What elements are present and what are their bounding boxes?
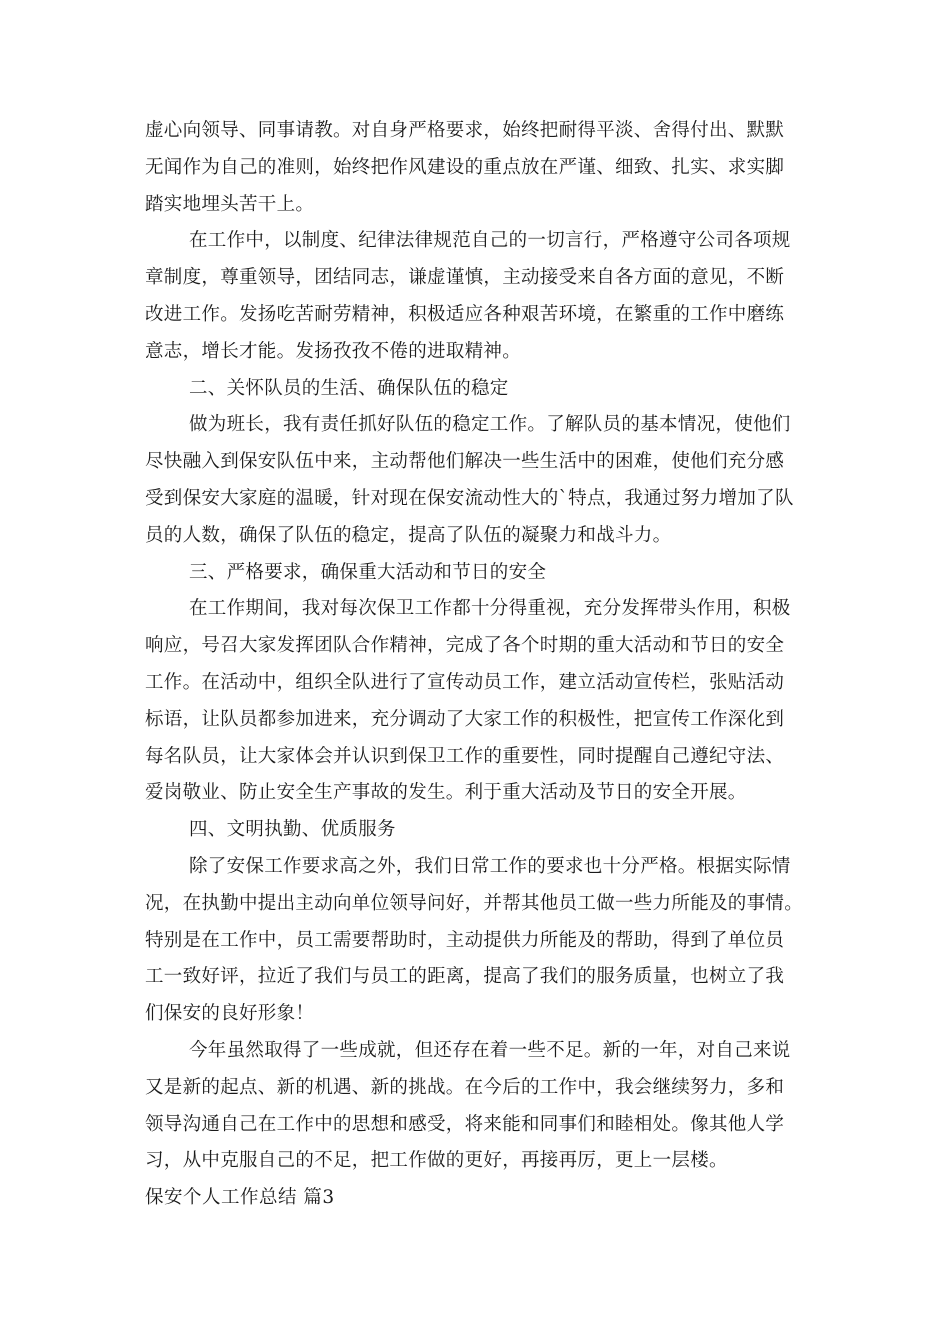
text-line: 况，在执勤中提出主动向单位领导问好，并帮其他员工做一些力所能及的事情。	[145, 892, 804, 914]
text-line: 特别是在工作中，员工需要帮助时，主动提供力所能及的帮助，得到了单位员	[145, 929, 785, 951]
paragraph-start-line: 今年虽然取得了一些成就，但还存在着一些不足。新的一年，对自己来说	[189, 1039, 791, 1061]
text-line: 又是新的起点、新的机遇、新的挑战。在今后的工作中，我会继续努力，多和	[145, 1076, 785, 1098]
text-line: 领导沟通自己在工作中的思想和感受，将来能和同事们和睦相处。像其他人学	[145, 1113, 785, 1135]
text-line: 们保安的良好形象！	[145, 1003, 315, 1025]
text-line: 无闻作为自己的准则，始终把作风建设的重点放在严谨、细致、扎实、求实脚	[145, 156, 785, 178]
text-line: 受到保安大家庭的温暖，针对现在保安流动性大的`特点，我通过努力增加了队	[145, 487, 794, 509]
text-line: 尽快融入到保安队伍中来，主动帮他们解决一些生活中的困难，使他们充分感	[145, 451, 785, 473]
section-heading: 三、严格要求，确保重大活动和节日的安全	[189, 561, 547, 583]
text-line: 爱岗敬业、防止安全生产事故的发生。利于重大活动及节日的安全开展。	[145, 782, 747, 804]
text-line: 工一致好评，拉近了我们与员工的距离，提高了我们的服务质量，也树立了我	[145, 966, 785, 988]
paragraph-start-line: 做为班长，我有责任抓好队伍的稳定工作。了解队员的基本情况，使他们	[189, 414, 791, 436]
text-line: 每名队员，让大家体会并认识到保卫工作的重要性，同时提醒自己遵纪守法、	[145, 745, 785, 767]
text-line: 工作。在活动中，组织全队进行了宣传动员工作，建立活动宣传栏，张贴活动	[145, 671, 785, 693]
text-line: 意志，增长才能。发扬孜孜不倦的进取精神。	[145, 340, 522, 362]
section-heading: 二、关怀队员的生活、确保队伍的稳定	[189, 377, 509, 399]
paragraph-start-line: 除了安保工作要求高之外，我们日常工作的要求也十分严格。根据实际情	[189, 855, 791, 877]
text-line: 踏实地埋头苦干上。	[145, 193, 315, 215]
text-line: 习，从中克服自己的不足，把工作做的更好，再接再厉，更上一层楼。	[145, 1150, 728, 1172]
document-section-title: 保安个人工作总结 篇3	[145, 1187, 335, 1209]
text-line: 改进工作。发扬吃苦耐劳精神，积极适应各种艰苦环境，在繁重的工作中磨练	[145, 303, 785, 325]
section-heading: 四、文明执勤、优质服务	[189, 819, 396, 841]
paragraph-start-line: 在工作中，以制度、纪律法律规范自己的一切言行，严格遵守公司各项规	[189, 230, 791, 252]
text-line: 虚心向领导、同事请教。对自身严格要求，始终把耐得平淡、舍得付出、默默	[145, 120, 785, 141]
text-line: 标语，让队员都参加进来，充分调动了大家工作的积极性，把宣传工作深化到	[145, 708, 785, 730]
paragraph-start-line: 在工作期间，我对每次保卫工作都十分得重视，充分发挥带头作用，积极	[189, 598, 791, 620]
document-body	[145, 113, 810, 1217]
text-line: 员的人数，确保了队伍的稳定，提高了队伍的凝聚力和战斗力。	[145, 524, 672, 546]
text-line: 响应，号召大家发挥团队合作精神，完成了各个时期的重大活动和节日的安全	[145, 635, 785, 657]
text-line: 章制度，尊重领导，团结同志，谦虚谨慎，主动接受来自各方面的意见，不断	[145, 267, 785, 289]
